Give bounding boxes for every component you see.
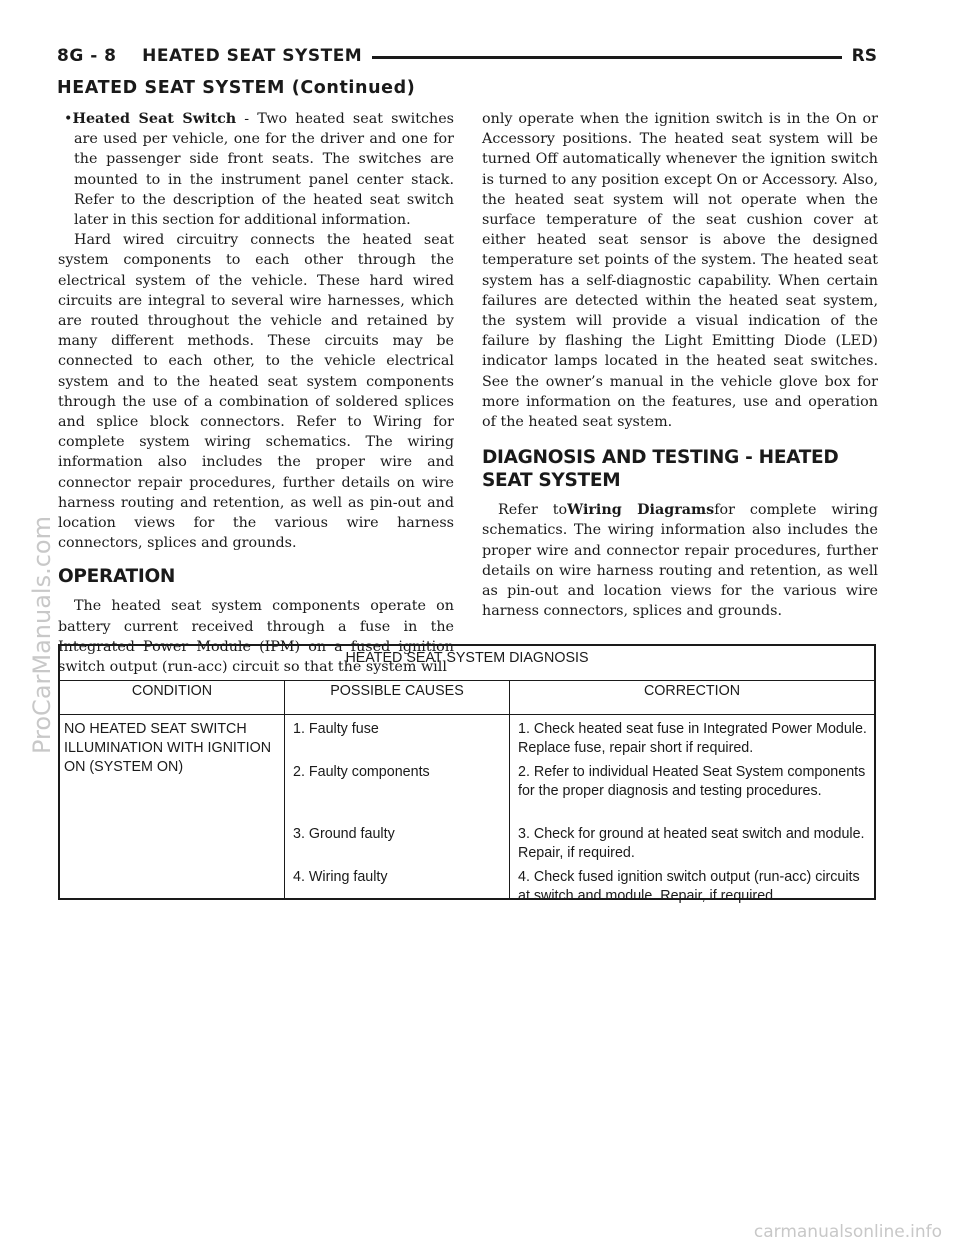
table-row-correction: 4. Check fused ignition switch output (run-acc) circuits at switch and module. Repair, if required. bbox=[518, 869, 860, 904]
table-row-correction: 1. Check heated seat fuse in Integrated Power Module. Replace fuse, repair short if required. bbox=[518, 721, 867, 756]
operation-continued: only operate when the ignition switch is in the On or Accessory positions. The heated seat system will be turned Off automatically whenever the ignition switch is turned to any position except On or Accessory. Also, the heated seat system will not operate when the surface temperature of the seat cushion cover at either heated seat sensor is above the designed temperature set points of the system. The heated seat system has a self-diagnostic capability. When certain failures are detected within the heated seat system, the system will provide a visual indication of the failure by flashing the Light Emitting Diode (LED) indicator lamps located in the heated seat switches. See the owner’s manual in the vehicle glove box for more information on the features, use and operation of the heated seat system. bbox=[482, 111, 878, 431]
diagnosis-table bbox=[58, 644, 876, 904]
table-row-cause: 4. Wiring faulty bbox=[293, 869, 388, 885]
bullet-icon: • bbox=[64, 111, 73, 127]
refer-prefix: Refer to bbox=[498, 502, 568, 519]
right-column bbox=[482, 109, 878, 621]
diagnosis-paragraph bbox=[482, 500, 878, 621]
column-divider bbox=[509, 680, 510, 898]
paragraph-hard-wired: Hard wired circuitry connects the heated seat system components to each other through the electrical system of the vehicle. These hard wired circuits are integral to several wire harnesses, which are routed throughout the vehicle and retained by many different methods. These circuits may be connected to each other, to the vehicle electrical system and to the heated seat system components through the use of a combination of soldered splices and splice block connectors. Refer to Wiring for complete system wiring schematics. The wiring information also includes the proper wire and connector repair procedures, further details on wire harness routing and retention, as well as pin-out and location views for the various wire harness connectors, splices and grounds. bbox=[58, 232, 454, 552]
table-header-row bbox=[60, 680, 874, 715]
header-condition: CONDITION bbox=[131, 683, 213, 699]
table-row-cause: 1. Faulty fuse bbox=[293, 721, 379, 737]
condition-cell: NO HEATED SEAT SWITCH ILLUMINATION WITH IGNITION ON (SYSTEM ON) bbox=[64, 721, 272, 775]
table-row-correction: 3. Check for ground at heated seat switch and module. Repair, if required. bbox=[518, 826, 865, 861]
table-row-cause: 3. Ground faulty bbox=[293, 826, 395, 842]
operation-paragraph: The heated seat system components operate on battery current received through a fuse in the Integrated Power Module (IPM) on a fused ignition switch output (run-acc) circuit so that the system will bbox=[58, 598, 454, 676]
header-correction: CORRECTION bbox=[643, 683, 741, 699]
header-possible-causes: POSSIBLE CAUSES bbox=[330, 683, 464, 699]
page-header bbox=[57, 46, 877, 74]
continued-heading: HEATED SEAT SYSTEM (Continued) bbox=[57, 78, 416, 98]
bullet-heated-seat-switch bbox=[58, 109, 454, 230]
wiring-diagrams-link-text: Wiring Diagrams bbox=[567, 502, 715, 519]
table-row-cause: 2. Faulty components bbox=[293, 764, 430, 780]
bullet-term: Heated Seat Switch bbox=[72, 111, 237, 127]
header-section-title: 8G - 8 HEATED SEAT SYSTEM bbox=[57, 46, 372, 66]
bullet-text: - Two heated seat switches are used per vehicle, one for the driver and one for the passenger side front seats. The switches are mounted to in the instrument panel center stack. Refer to the description of the heated seat switch later in this section for additional information. bbox=[74, 111, 455, 229]
table-title: HEATED SEAT SYSTEM DIAGNOSIS bbox=[60, 646, 874, 681]
operation-heading: OPERATION bbox=[58, 566, 176, 588]
table-row-correction: 2. Refer to individual Heated Seat System components for the proper diagnosis and testing procedures. bbox=[518, 764, 866, 799]
bottom-watermark: carmanualsonline.info bbox=[753, 1222, 942, 1242]
side-watermark: ProCarManuals.com bbox=[28, 516, 56, 755]
diagnosis-heading: DIAGNOSIS AND TESTING - HEATED SEAT SYSTEM bbox=[482, 447, 839, 492]
column-divider bbox=[284, 680, 285, 898]
header-model-code: RS bbox=[842, 46, 877, 66]
left-column bbox=[58, 109, 454, 677]
refer-text: for complete wiring schematics. The wiring information also includes the proper wire and connector repair procedures, further details on wire harness routing and retention, as well as pin-out and location views for the various wire harness connectors, splices and grounds. bbox=[482, 502, 879, 620]
